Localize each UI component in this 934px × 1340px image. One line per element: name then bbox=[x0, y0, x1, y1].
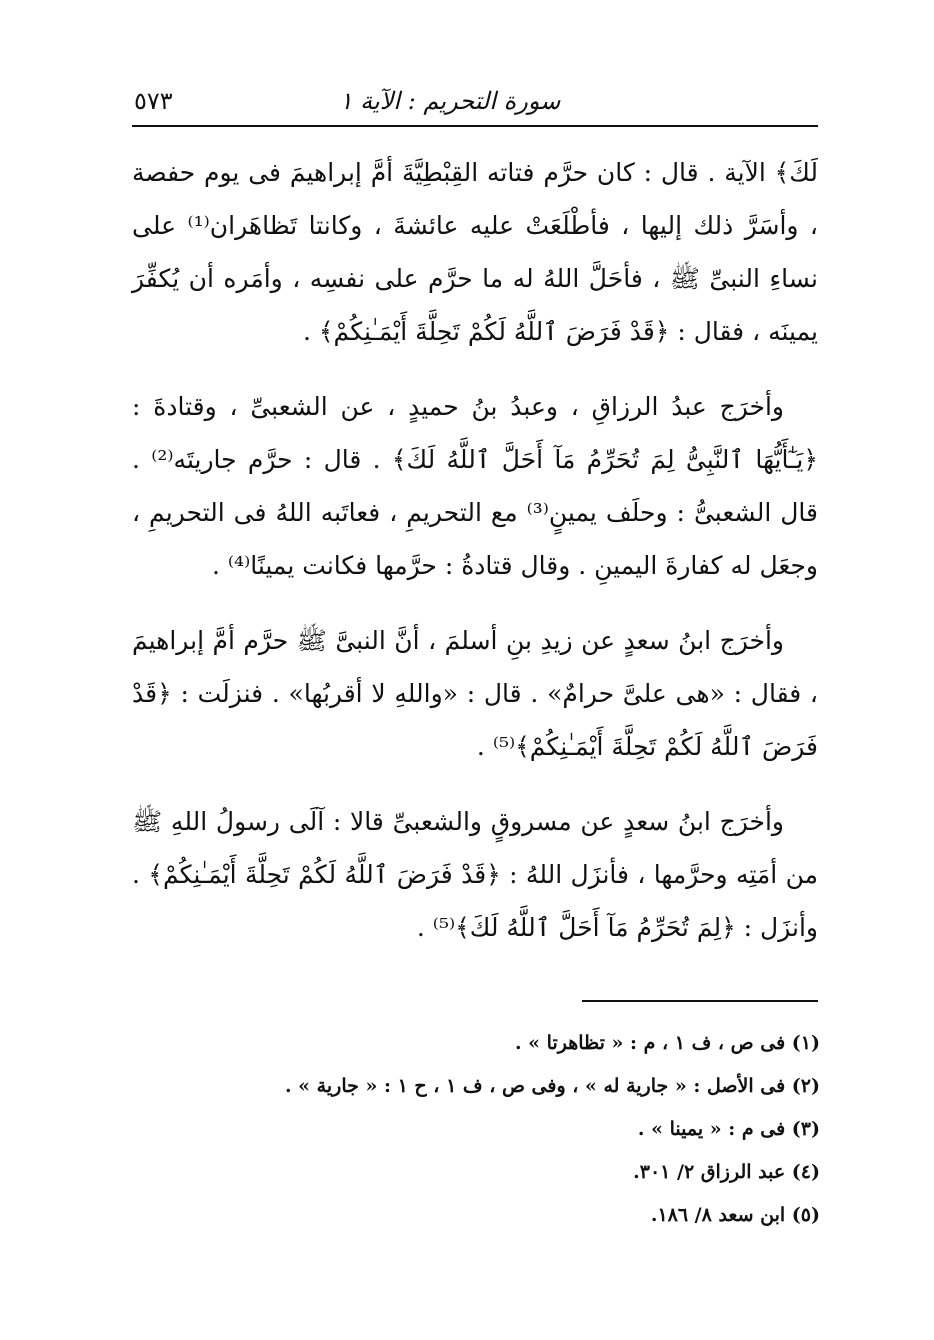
footnote-rule bbox=[582, 1000, 818, 1002]
paragraph-1: لَكَ﴾ الآية . قال : كان حرَّم فتاته القِبْطِيَّةَ أمَّ إبراهيمَ فى يوم حفصة ، وأسَرَّ ذلك إليها ، فأطْلَعَتْ عليه عائشةَ ، وكانتا تَظاهَران⁽¹⁾ على نساءِ النبىِّ ﷺ ، فأحَلَّ اللهُ له ما حرَّم على نفسِه ، وأمَره أن يُكفِّرَ يمينَه ، فقال : ﴿قَدْ فَرَضَ ٱللَّهُ لَكُمْ تَحِلَّةَ أَيْمَـٰنِكُمْ﴾ . bbox=[132, 158, 818, 346]
footnote-3: (٣) فى م : « يمينا » . bbox=[637, 1118, 820, 1140]
paragraph-3: وأخرَج ابنُ سعدٍ عن زيدِ بنِ أسلمَ ، أنَّ النبىَّ ﷺ حرَّم أمَّ إبراهيمَ ، فقال : «هى علىَّ حرامٌ» . قال : «واللهِ لا أقربُها» . فنزلَت : ﴿قَدْ فَرَضَ ٱللَّهُ لَكُمْ تَحِلَّةَ أَيْمَـٰنِكُمْ﴾⁽⁵⁾ . bbox=[132, 626, 818, 761]
page-number: ٥٧٣ bbox=[134, 87, 173, 115]
paragraph-2: وأخرَج عبدُ الرزاقِ ، وعبدُ بنُ حميدٍ ، عن الشعبىِّ ، وقتادةَ : ﴿يَـٰٓأَيُّهَا ٱلنَّبِىُّ لِمَ تُحَرِّمُ مَآ أَحَلَّ ٱللَّهُ لَكَ﴾ . قال : حرَّم جاريتَه⁽²⁾ . قال الشعبىُّ : وحلَف يمينٍ⁽³⁾ مع التحريمِ ، فعاتَبه اللهُ فى التحريمِ ، وجعَل له كفارةَ اليمينِ . وقال قتادةُ : حرَّمها فكانت يمينًا⁽⁴⁾ . bbox=[132, 392, 818, 580]
footnote-2: (٢) فى الأصل : « جارية له » ، وفى ص ، ف ١ ، ح ١ : « جارية » . bbox=[284, 1075, 820, 1097]
body-text bbox=[132, 146, 818, 976]
header-rule bbox=[132, 125, 818, 127]
footnotes bbox=[284, 1022, 820, 1237]
paragraph-4: وأخرَج ابنُ سعدٍ عن مسروقٍ والشعبىِّ قالا : آلَى رسولُ اللهِ ﷺ من أمَتِه وحرَّمها ، فأنزَل اللهُ : ﴿قَدْ فَرَضَ ٱللَّهُ لَكُمْ تَحِلَّةَ أَيْمَـٰنِكُمْ﴾ . وأنزَل : ﴿لِمَ تُحَرِّمُ مَآ أَحَلَّ ٱللَّهُ لَكَ﴾⁽⁵⁾ . bbox=[132, 807, 818, 942]
running-title: سورة التحريم : الآية ١ bbox=[339, 87, 561, 115]
footnote-1: (١) فى ص ، ف ١ ، م : « تظاهرتا » . bbox=[514, 1032, 820, 1054]
footnote-4: (٤) عبد الرزاق ٢/ ٣٠١. bbox=[633, 1161, 820, 1183]
footnote-5: (٥) ابن سعد ٨/ ١٨٦. bbox=[650, 1204, 820, 1226]
